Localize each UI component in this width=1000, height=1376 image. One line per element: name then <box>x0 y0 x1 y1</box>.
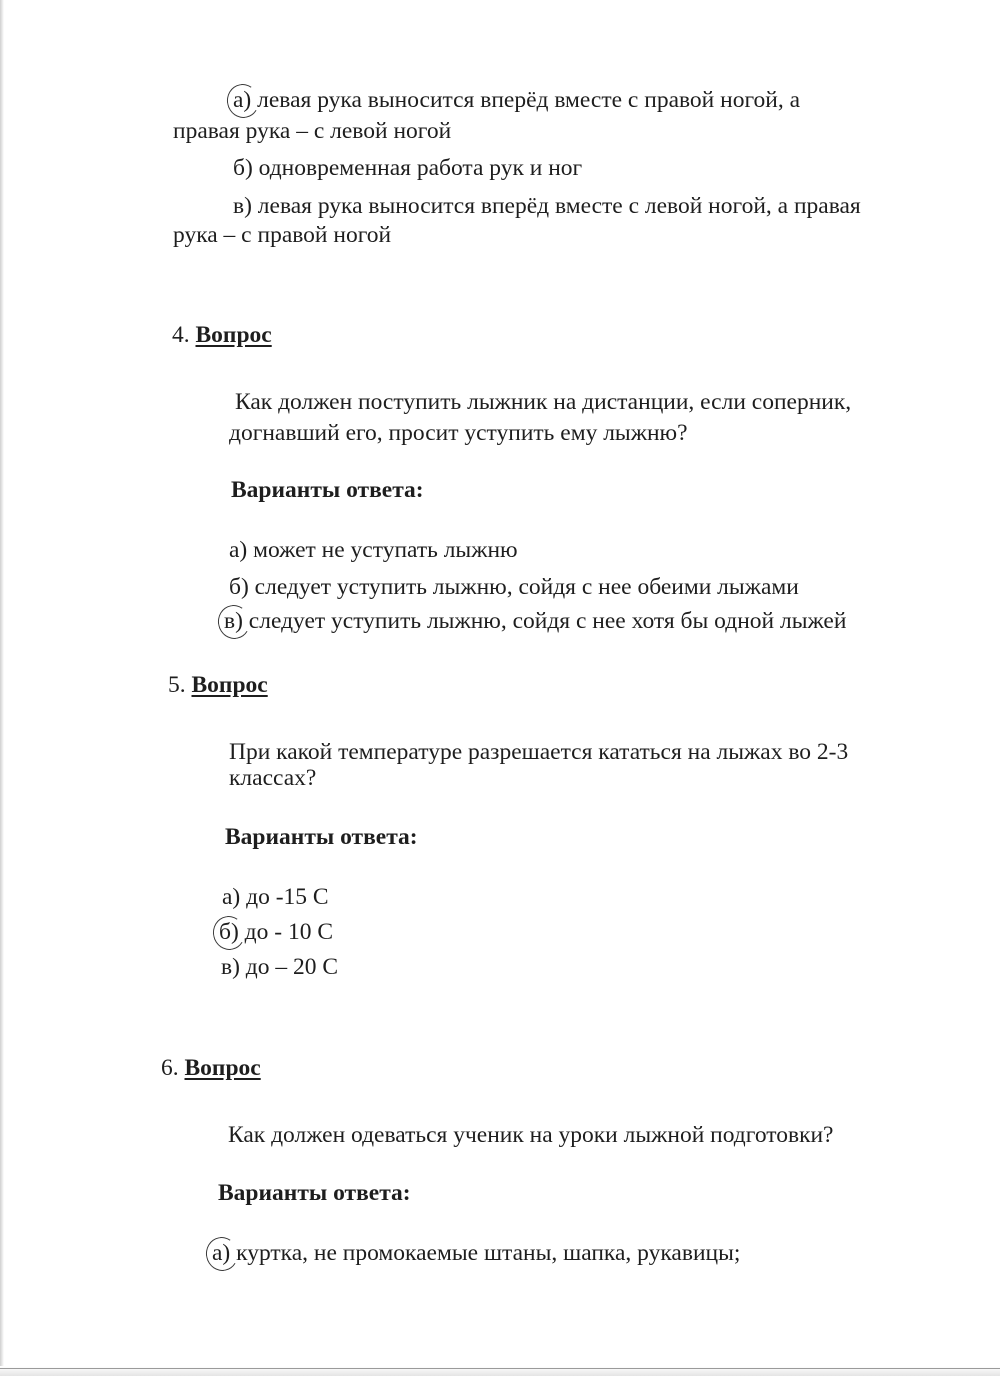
q5-question-line1: При какой температуре разрешается кататься на лыжах во 2-3 <box>229 739 849 765</box>
q4-heading <box>172 324 272 348</box>
q3-option-c-line1: в) левая рука выносится вперёд вместе с левой ногой, а правая <box>233 193 861 219</box>
q3-option-a-line1: а) левая рука выносится вперёд вместе с правой ногой, а <box>233 89 800 113</box>
q4-option-a: а) может не уступать лыжню <box>229 537 518 563</box>
q6-option-a-selected-marker: а) <box>212 1242 230 1266</box>
q3-option-a-line2: правая рука – с левой ногой <box>173 118 452 144</box>
scan-line <box>0 1368 1000 1369</box>
q5-question-line2: классах? <box>229 765 317 791</box>
q6-heading-word: Вопрос <box>184 1055 261 1081</box>
q4-options-heading: Варианты ответа: <box>231 477 424 503</box>
q4-question-line2: догнавший его, просит уступить ему лыжню? <box>229 420 688 446</box>
q5-option-c: в) до – 20 С <box>221 954 339 980</box>
q4-heading-word: Вопрос <box>195 322 272 348</box>
q6-option-a: а) куртка, не промокаемые штаны, шапка, рукавицы; <box>212 1242 740 1266</box>
q4-option-b: б) следует уступить лыжню, сойдя с нее обеими лыжами <box>229 574 799 600</box>
q5-heading <box>168 674 268 698</box>
q4-option-c: в) следует уступить лыжню, сойдя с нее хотя бы одной лыжей <box>224 610 846 634</box>
q6-options-heading: Варианты ответа: <box>218 1180 411 1206</box>
scan-edge-left <box>0 0 4 1376</box>
q6-number: 6. <box>161 1055 179 1081</box>
q4-question-line1: Как должен поступить лыжник на дистанции, если соперник, <box>235 389 852 415</box>
q6-question: Как должен одеваться ученик на уроки лыжной подготовки? <box>228 1122 834 1148</box>
q3-option-a-selected-marker: а) <box>233 89 251 113</box>
q5-number: 5. <box>168 672 186 698</box>
q6-heading <box>161 1057 261 1081</box>
q4-option-c-selected-marker: в) <box>224 610 243 634</box>
q3-option-c-line2: рука – с правой ногой <box>173 222 392 248</box>
q5-option-a: а) до -15 С <box>222 884 329 910</box>
q5-heading-word: Вопрос <box>191 672 268 698</box>
q5-options-heading: Варианты ответа: <box>225 824 418 850</box>
q3-option-b: б) одновременная работа рук и ног <box>233 155 583 181</box>
q5-option-b-selected-marker: б) <box>219 921 239 945</box>
q5-option-b: б) до - 10 С <box>219 921 333 945</box>
q4-number: 4. <box>172 322 190 348</box>
